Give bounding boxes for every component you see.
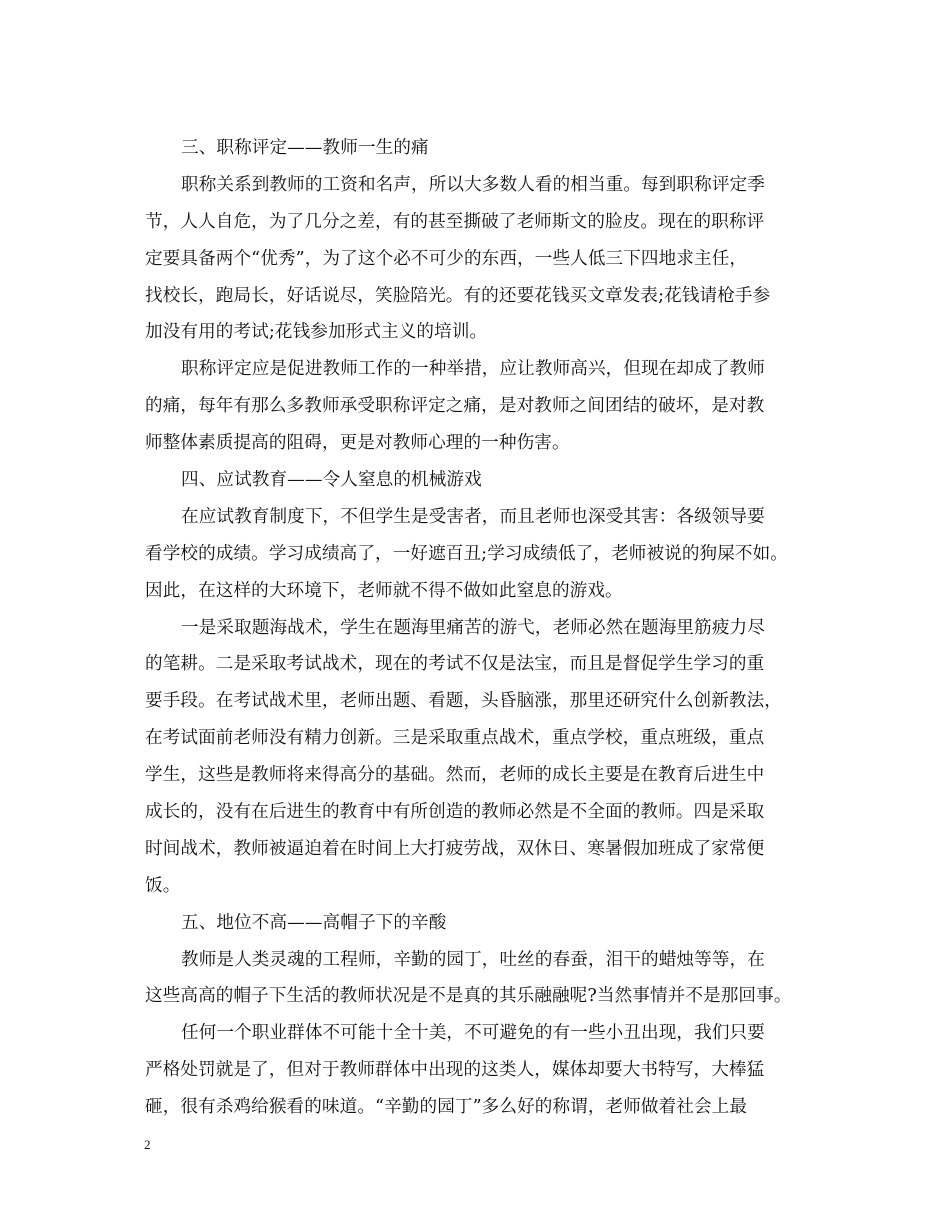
text-line: 三、职称评定——教师一生的痛 — [181, 138, 429, 158]
text-line: 五、地位不高——高帽子下的辛酸 — [181, 912, 447, 933]
text-line: 教师是人类灵魂的工程师，辛勤的园丁，吐丝的春蚕，泪干的蜡烛等等，在 — [181, 949, 765, 970]
text-line: 饭。 — [145, 875, 181, 896]
text-line: 时间战术，教师被逼迫着在时间上大打疲劳战，双休日、寒暑假加班成了家常便 — [145, 838, 765, 859]
text-line: 严格处罚就是了，但对于教师群体中出现的这类人，媒体却要大书特写，大棒猛 — [145, 1060, 765, 1081]
text-line: 职称评定应是促进教师工作的一种举措，应让教师高兴，但现在却成了教师 — [181, 359, 765, 380]
text-line: 任何一个职业群体不可能十全十美，不可避免的有一些小丑出现，我们只要 — [181, 1023, 765, 1044]
text-line: 在考试面前老师没有精力创新。三是采取重点战术，重点学校，重点班级，重点 — [145, 728, 765, 749]
text-line: 砸，很有杀鸡给猴看的味道。“辛勤的园丁”多么好的称谓，老师做着社会上最 — [145, 1097, 748, 1118]
text-line: 定要具备两个“优秀”，为了这个必不可少的东西，一些人低三下四地求主任， — [145, 248, 748, 269]
text-line: 看学校的成绩。学习成绩高了，一好遮百丑;学习成绩低了，老师被说的狗屎不如。 — [145, 543, 789, 564]
page-number: 2 — [144, 1137, 151, 1152]
text-line: 四、应试教育——令人窒息的机械游戏 — [181, 470, 482, 491]
text-line: 加没有用的考试;花钱参加形式主义的培训。 — [145, 322, 488, 343]
text-line: 因此，在这样的大环境下，老师就不得不做如此窒息的游戏。 — [145, 580, 623, 601]
text-line: 成长的，没有在后进生的教育中有所创造的教师必然是不全面的教师。四是采取 — [145, 802, 765, 823]
text-line: 节，人人自危，为了几分之差，有的甚至撕破了老师斯文的脸皮。现在的职称评 — [145, 211, 765, 232]
text-line: 的笔耕。二是采取考试战术，现在的考试不仅是法宝，而且是督促学生学习的重 — [145, 654, 765, 675]
text-line: 要手段。在考试战术里，老师出题、看题，头昏脑涨，那里还研究什么创新教法， — [145, 691, 782, 712]
text-line: 师整体素质提高的阻碍，更是对教师心理的一种伤害。 — [145, 433, 570, 454]
text-line: 找校长，跑局长，好话说尽，笑脸陪光。有的还要花钱买文章发表;花钱请枪手参 — [145, 285, 771, 306]
text-line: 这些高高的帽子下生活的教师状况是不是真的其乐融融呢?当然事情并不是那回事。 — [145, 986, 792, 1007]
body-text — [145, 130, 815, 1126]
text-line: 的痛，每年有那么多教师承受职称评定之痛，是对教师之间团结的破坏，是对教 — [145, 396, 765, 417]
text-line: 学生，这些是教师将来得高分的基础。然而，老师的成长主要是在教育后进生中 — [145, 765, 765, 786]
text-line: 一是采取题海战术，学生在题海里痛苦的游弋，老师必然在题海里筋疲力尽 — [181, 617, 765, 638]
text-line: 职称关系到教师的工资和名声，所以大多数人看的相当重。每到职称评定季 — [181, 174, 765, 195]
text-line: 在应试教育制度下，不但学生是受害者，而且老师也深受其害：各级领导要 — [181, 506, 765, 527]
